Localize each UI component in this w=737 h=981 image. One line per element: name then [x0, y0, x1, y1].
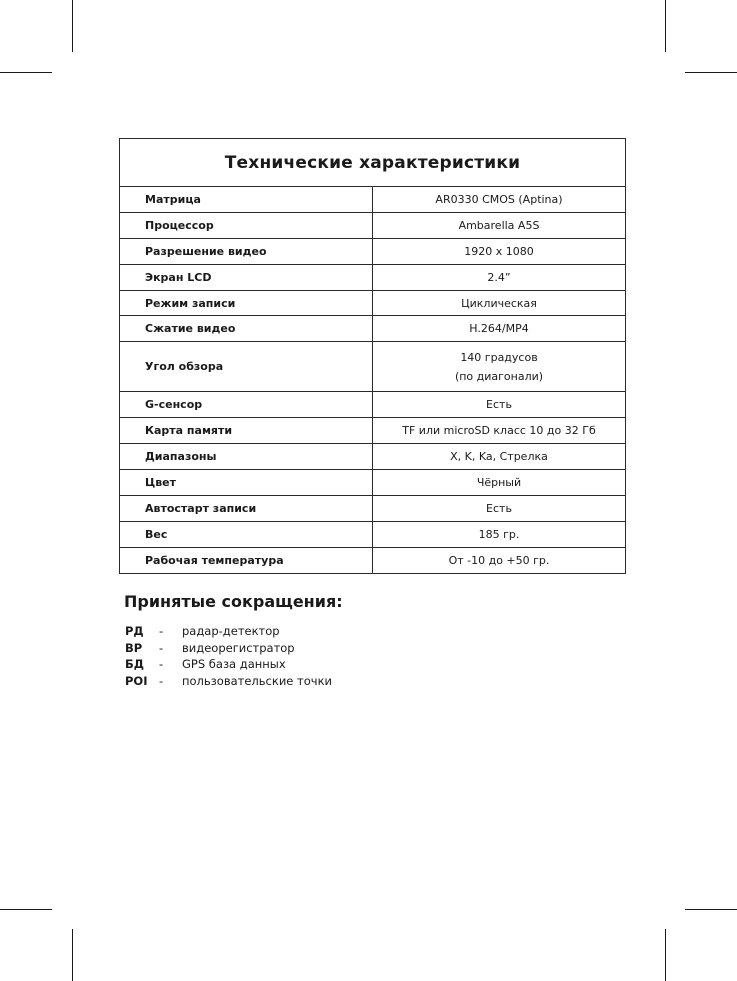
table-row	[120, 444, 626, 470]
table-row	[120, 316, 626, 342]
spec-label-g-sensor: G-сенсор	[120, 392, 373, 418]
spec-value-viewing-angle-line1: 140 градусов	[460, 350, 538, 364]
spec-value-lcd-screen: 2.4”	[373, 264, 626, 290]
table-row	[120, 212, 626, 238]
list-item	[125, 623, 332, 640]
spec-label-weight: Вес	[120, 521, 373, 547]
spec-label-color: Цвет	[120, 470, 373, 496]
table-row	[120, 187, 626, 213]
abbreviations-list	[125, 623, 332, 689]
spec-label-recording-mode: Режим записи	[120, 290, 373, 316]
spec-label-video-compression: Сжатие видео	[120, 316, 373, 342]
list-item	[125, 673, 332, 690]
abbreviation-separator: -	[159, 640, 164, 655]
table-row	[120, 264, 626, 290]
spec-value-autostart: Есть	[373, 495, 626, 521]
spec-label-bands: Диапазоны	[120, 444, 373, 470]
spec-value-video-compression: H.264/MP4	[373, 316, 626, 342]
spec-value-color: Чёрный	[373, 470, 626, 496]
spec-value-matrix: AR0330 CMOS (Aptina)	[373, 187, 626, 213]
spec-value-operating-temperature: От -10 до +50 гр.	[373, 547, 626, 573]
specifications-title: Технические характеристики	[120, 139, 626, 187]
crop-mark-top-left-horizontal	[0, 72, 52, 73]
spec-label-viewing-angle: Угол обзора	[120, 342, 373, 392]
spec-value-viewing-angle	[373, 342, 626, 392]
table-row	[120, 290, 626, 316]
abbreviation-separator: -	[159, 673, 164, 688]
table-row	[120, 238, 626, 264]
abbreviation-meaning: радар-детектор	[182, 624, 280, 638]
spec-value-video-resolution: 1920 x 1080	[373, 238, 626, 264]
spec-value-memory-card: TF или microSD класс 10 до 32 Гб	[373, 418, 626, 444]
spec-label-matrix: Матрица	[120, 187, 373, 213]
crop-mark-top-left-vertical	[72, 0, 73, 52]
specifications-title-row	[120, 139, 626, 187]
list-item	[125, 640, 332, 657]
crop-mark-bottom-right-horizontal	[685, 909, 737, 910]
table-row	[120, 392, 626, 418]
crop-mark-top-right-vertical	[665, 0, 666, 52]
abbreviation-code: РД	[125, 624, 144, 638]
table-row	[120, 521, 626, 547]
abbreviation-separator: -	[159, 657, 164, 671]
abbreviation-code: БД	[125, 657, 145, 671]
crop-mark-bottom-right-vertical	[665, 929, 666, 981]
table-row	[120, 470, 626, 496]
table-row	[120, 342, 626, 392]
specifications-table	[119, 138, 626, 574]
spec-value-viewing-angle-line2: (по диагонали)	[454, 369, 544, 383]
spec-value-weight: 185 гр.	[373, 521, 626, 547]
crop-mark-bottom-left-horizontal	[0, 909, 52, 910]
abbreviation-meaning: видеорегистратор	[182, 640, 295, 655]
table-row	[120, 547, 626, 573]
spec-value-processor: Ambarella A5S	[373, 212, 626, 238]
spec-label-lcd-screen: Экран LCD	[120, 264, 373, 290]
abbreviations-heading: Принятые сокращения:	[124, 592, 343, 611]
crop-mark-top-right-horizontal	[685, 72, 737, 73]
crop-mark-bottom-left-vertical	[72, 929, 73, 981]
table-row	[120, 495, 626, 521]
spec-label-memory-card: Карта памяти	[120, 418, 373, 444]
spec-label-autostart: Автостарт записи	[120, 495, 373, 521]
spec-label-processor: Процессор	[120, 212, 373, 238]
spec-value-bands: X, K, Ka, Стрелка	[373, 444, 626, 470]
spec-label-operating-temperature: Рабочая температура	[120, 547, 373, 573]
list-item	[125, 656, 332, 673]
abbreviation-code: POI	[125, 673, 148, 688]
abbreviation-code: ВР	[125, 640, 143, 655]
abbreviation-separator: -	[159, 624, 164, 638]
abbreviation-meaning: GPS база данных	[182, 657, 286, 671]
abbreviation-meaning: пользовательские точки	[182, 673, 332, 688]
spec-value-g-sensor: Есть	[373, 392, 626, 418]
spec-value-recording-mode: Циклическая	[373, 290, 626, 316]
spec-label-video-resolution: Разрешение видео	[120, 238, 373, 264]
table-row	[120, 418, 626, 444]
